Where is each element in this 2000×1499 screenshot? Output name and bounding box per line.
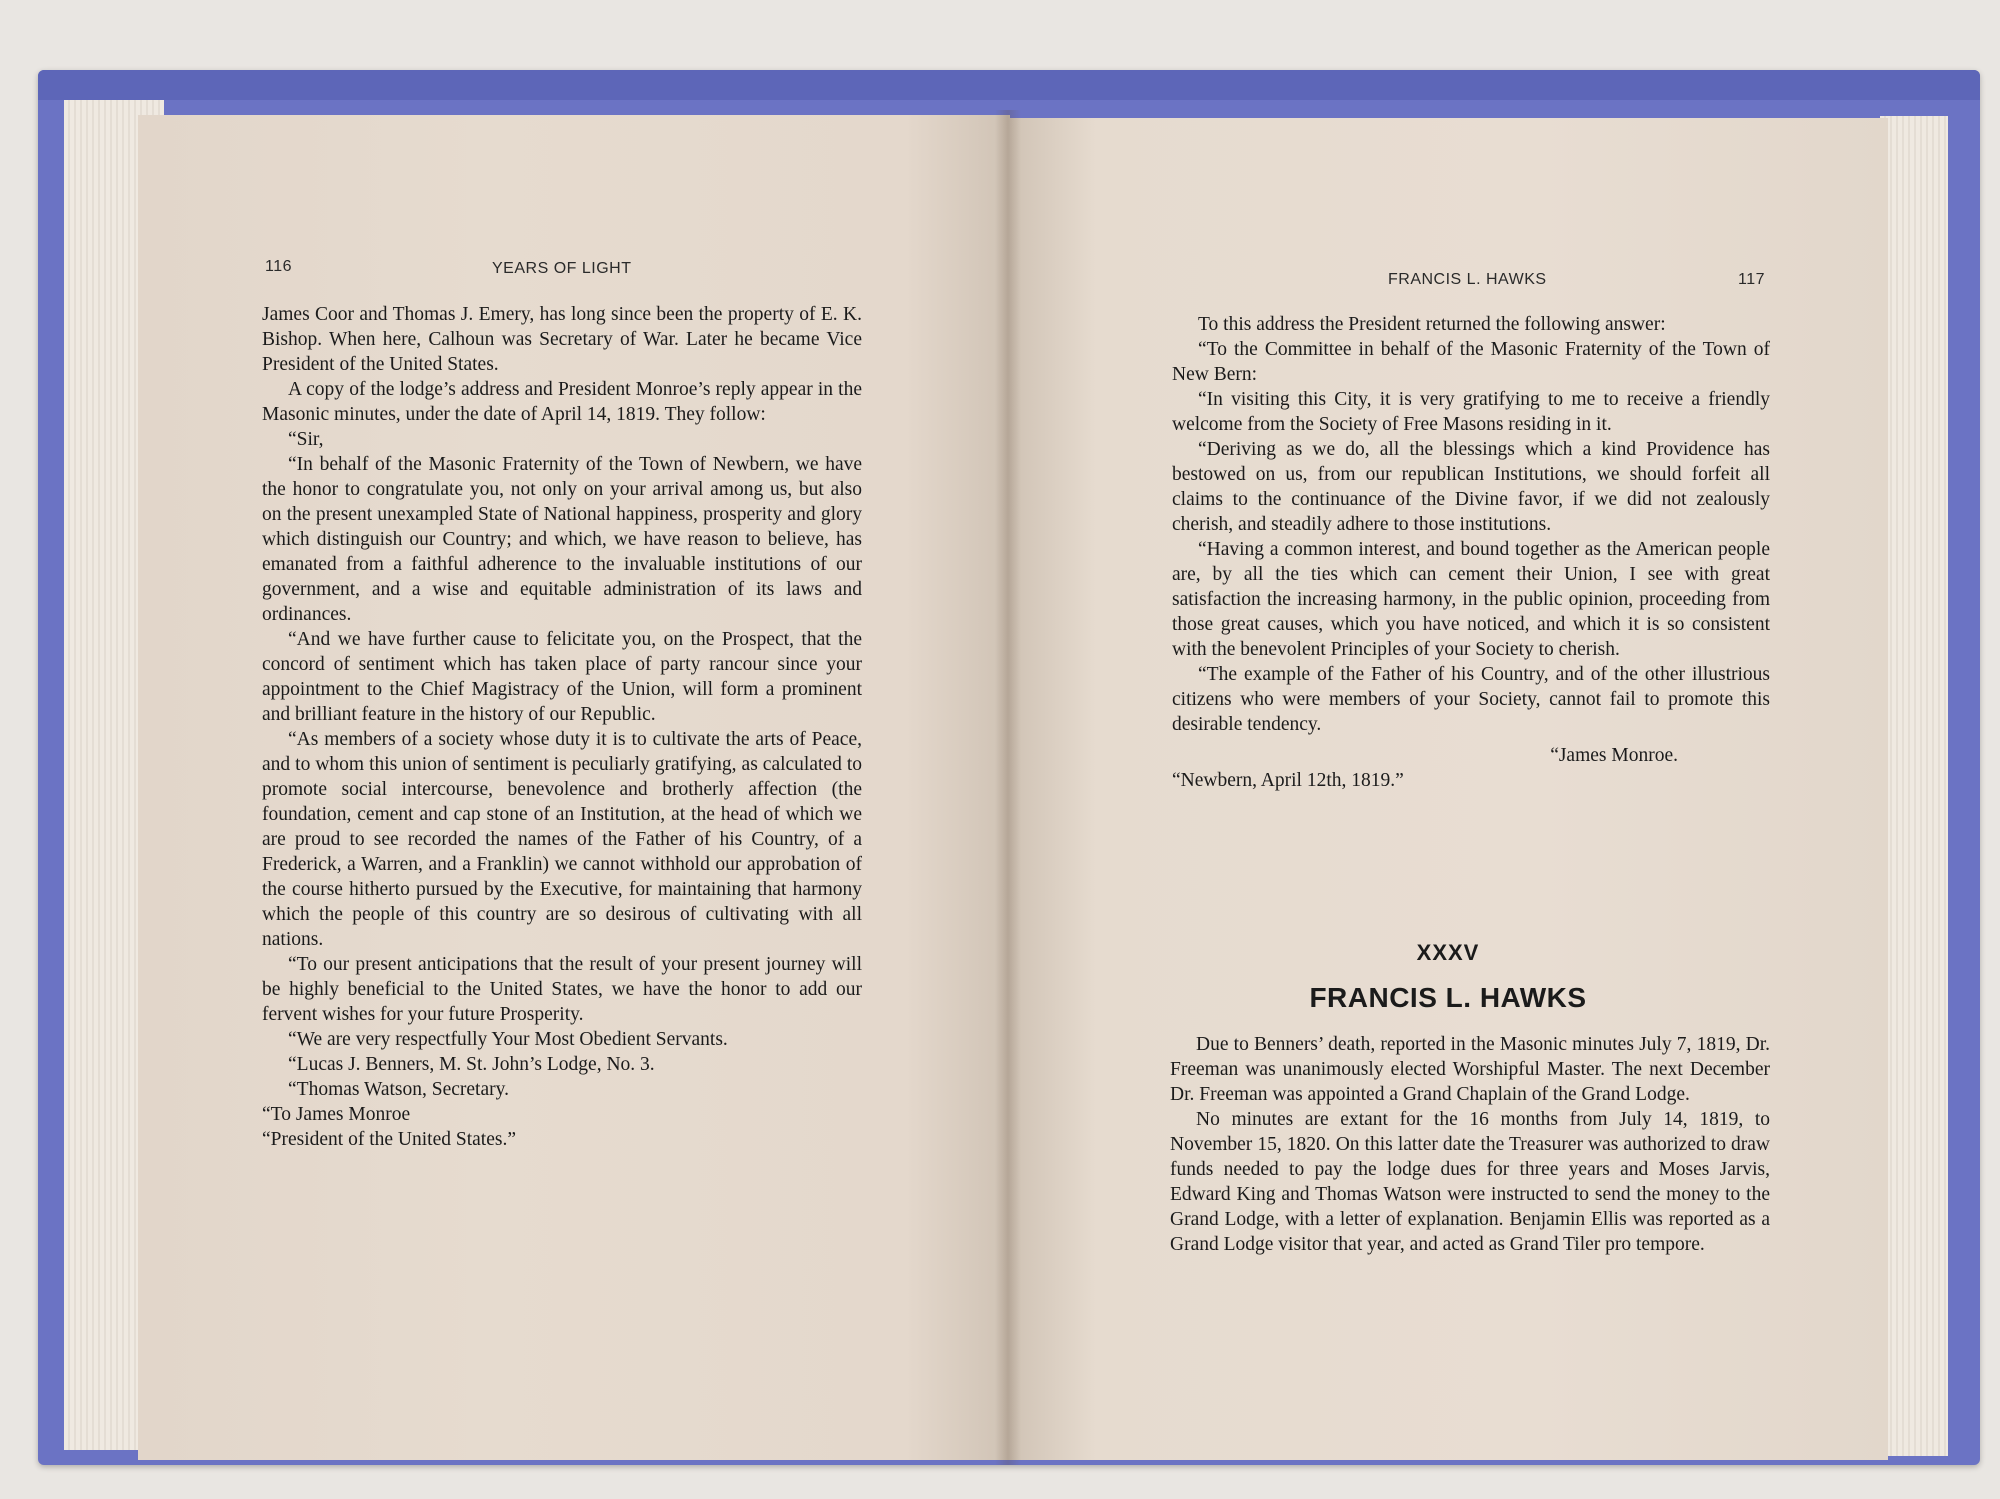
book-spine-top: [38, 70, 1980, 100]
dateline: “Newbern, April 12th, 1819.”: [1172, 770, 1404, 791]
book-gutter: [995, 110, 1021, 1465]
paragraph: “To our present anticipations that the result of your present journey will be highly beneficial to the United States, we have the honor to add our fervent wishes for your future Prosperity.: [262, 954, 862, 1025]
chapter-title: FRANCIS L. HAWKS: [1309, 982, 1587, 1013]
paragraph: “To James Monroe: [262, 1104, 411, 1125]
paragraph: No minutes are extant for the 16 months from July 14, 1819, to November 15, 1820. On this latter date the Treasurer was authorized to draw funds needed to pay the lodge dues for three years and Moses Jarvis, Edward King and Thomas Watson were instructed to send the money to the Grand Lodge, with a letter of explanation. Benjamin Ellis was reported as a Grand Lodge visitor that year, and acted as Grand Tiler pro tempore.: [1170, 1109, 1770, 1255]
paragraph: “President of the United States.”: [262, 1129, 516, 1150]
paragraph: Due to Benners’ death, reported in the Masonic minutes July 7, 1819, Dr. Freeman was unanimously elected Worshipful Master. The next December Dr. Freeman was appointed a Grand Chaplain of the Grand Lodge.: [1170, 1034, 1770, 1105]
paragraph: “Sir,: [288, 429, 324, 450]
right-page-body-bottom: [1170, 1032, 1770, 1257]
chapter-number: XXXV: [1416, 940, 1480, 965]
right-page-body-top: [1172, 312, 1770, 793]
paragraph: “And we have further cause to felicitate you, on the Prospect, that the concord of sentiment which has taken place of party rancour since your appointment to the Chief Magistracy of the Union, will form a prominent and brilliant feature in the history of our Republic.: [262, 629, 862, 725]
left-running-head: YEARS OF LIGHT: [492, 260, 632, 277]
left-page-body: [262, 302, 862, 1152]
paragraph: “In visiting this City, it is very gratifying to me to receive a friendly welcome from the Society of Free Masons residing in it.: [1172, 389, 1770, 435]
paragraph: “Lucas J. Benners, M. St. John’s Lodge, No. 3.: [288, 1054, 655, 1075]
paragraph: “Deriving as we do, all the blessings which a kind Providence has bestowed on us, from our republican Institutions, we should forfeit all claims to the continuance of the Divine favor, if we did not zealously cherish, and steadily adhere to those institutions.: [1172, 439, 1770, 535]
left-page-number: 116: [265, 258, 293, 275]
signature: “James Monroe.: [1550, 745, 1678, 766]
page-edges-right: [1880, 116, 1948, 1456]
paragraph: “Thomas Watson, Secretary.: [288, 1079, 509, 1100]
right-running-head: FRANCIS L. HAWKS: [1388, 271, 1547, 288]
paragraph: To this address the President returned the following answer:: [1198, 314, 1666, 335]
paragraph: “The example of the Father of his Country, and of the other illustrious citizens who were members of your Society, cannot fail to promote this desirable tendency.: [1172, 664, 1770, 735]
right-page-number: 117: [1738, 271, 1766, 288]
paragraph: “We are very respectfully Your Most Obedient Servants.: [288, 1029, 728, 1050]
paragraph: James Coor and Thomas J. Emery, has long since been the property of E. K. Bishop. When here, Calhoun was Secretary of War. Later he became Vice President of the United States.: [262, 304, 862, 375]
paragraph: “In behalf of the Masonic Fraternity of the Town of Newbern, we have the honor to congratulate you, not only on your arrival among us, but also on the present unexampled State of National happiness, prosperity and glory which distinguish our Country; and which, we have reason to believe, has emanated from a faithful adherence to the invaluable institutions of our government, and a wise and equitable administration of its laws and ordinances.: [262, 454, 862, 625]
paragraph: A copy of the lodge’s address and President Monroe’s reply appear in the Masonic minutes, under the date of April 14, 1819. They follow:: [262, 379, 862, 425]
paragraph: “To the Committee in behalf of the Masonic Fraternity of the Town of New Bern:: [1172, 339, 1770, 385]
paragraph: “Having a common interest, and bound together as the American people are, by all the ties which can cement their Union, I see with great satisfaction the increasing harmony, in the public opinion, proceeding from those great causes, which you have noticed, and which it is so consistent with the benevolent Principles of your Society to cherish.: [1172, 539, 1770, 660]
paragraph: “As members of a society whose duty it is to cultivate the arts of Peace, and to whom this union of sentiment is peculiarly gratifying, as calculated to promote social intercourse, benevolence and brotherly affection (the foundation, cement and cap stone of an Institution, at the head of which we are proud to see recorded the names of the Father of his Country, of a Frederick, a Warren, and a Franklin) we cannot withhold our approbation of the course hitherto pursued by the Executive, for maintaining that harmony which the people of this country are so desirous of cultivating with all nations.: [262, 729, 862, 950]
